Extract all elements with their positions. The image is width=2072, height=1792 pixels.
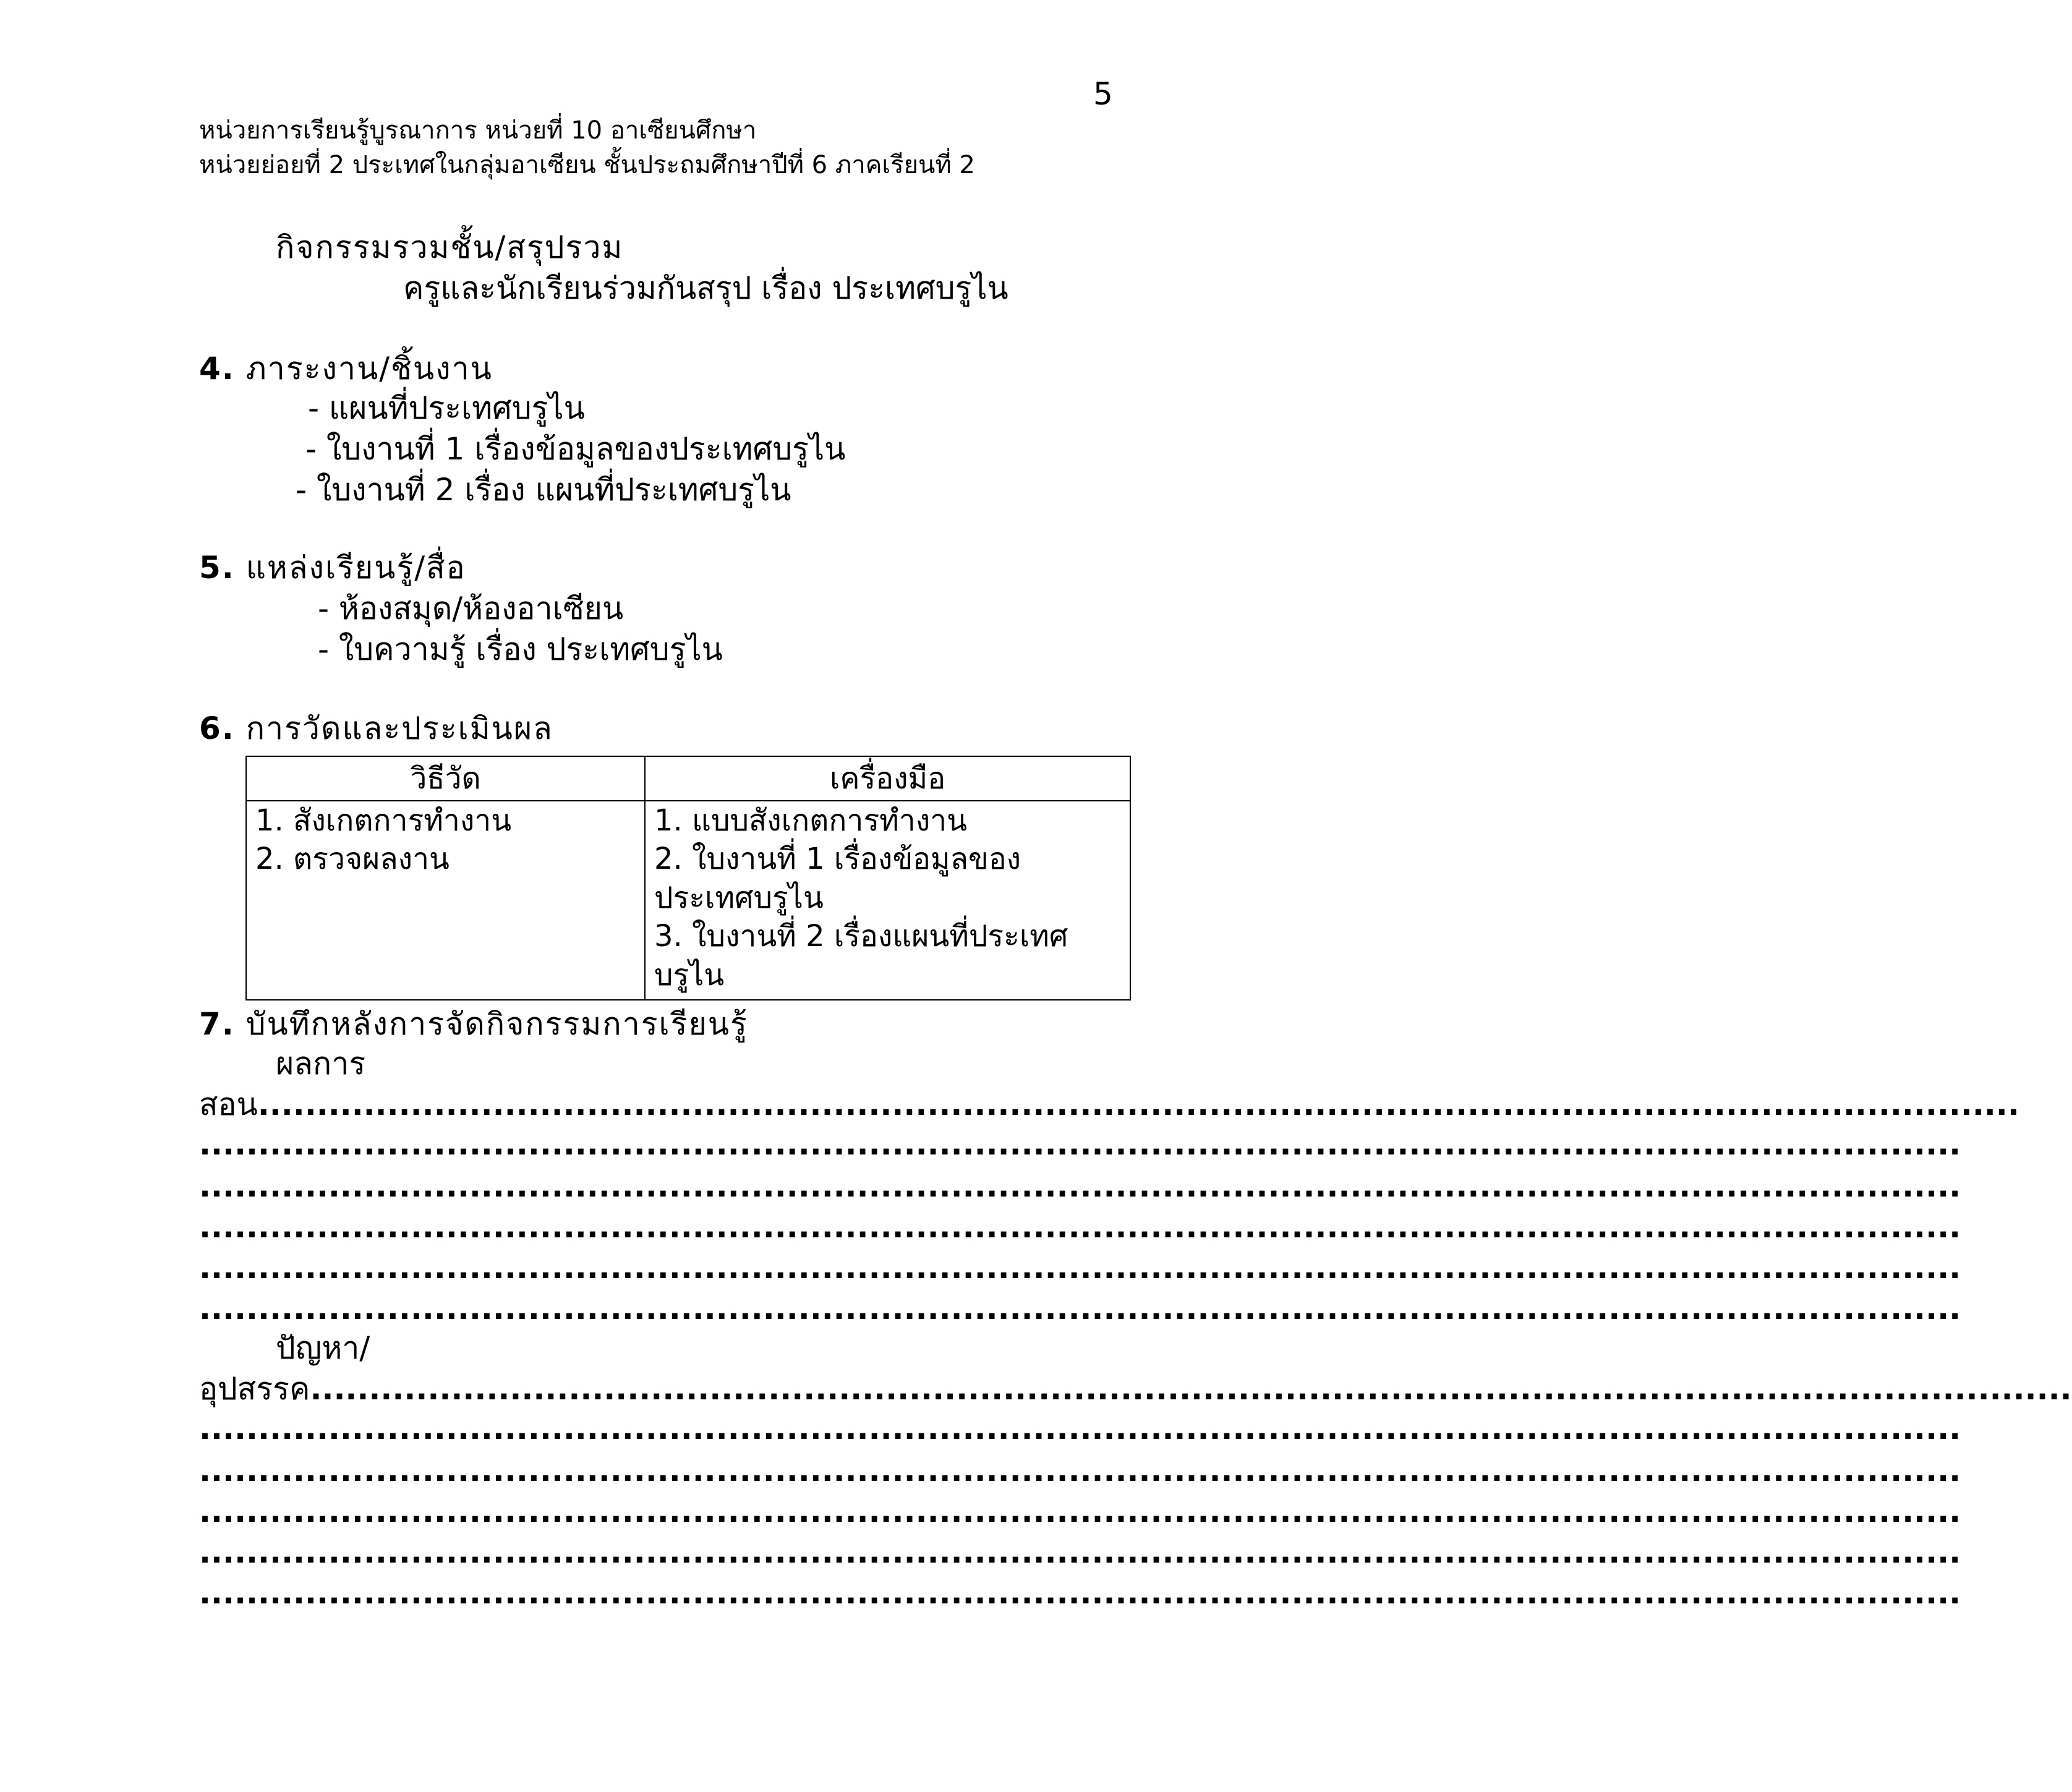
dotted-line: ...................................................................................................................................................... bbox=[257, 1086, 2019, 1122]
section5-number: 5. bbox=[199, 550, 235, 586]
table-cell-tools bbox=[645, 801, 1130, 1000]
header-subunit-line: หน่วยย่อยที่ 2 ประเทศในกลุ่มอาเซียน ชั้นประถมศึกษาปีที่ 6 ภาคเรียนที่ 2 bbox=[199, 151, 975, 179]
dotted-line: ...................................................................................................................................................... bbox=[199, 1291, 1961, 1326]
tool-item: 1. แบบสังเกตการทำงาน bbox=[654, 803, 967, 838]
section6-heading bbox=[199, 711, 553, 747]
dotted-line: ...................................................................................................................................................... bbox=[199, 1575, 1961, 1611]
dotted-line: ...................................................................................................................................................... bbox=[199, 1493, 1961, 1529]
result-first-line bbox=[199, 1086, 2019, 1123]
section5-heading bbox=[199, 550, 466, 586]
section4-number: 4. bbox=[199, 351, 235, 386]
section5-title: แหล่งเรียนรู้/สื่อ bbox=[245, 550, 466, 586]
dotted-line: ...................................................................................................................................................... bbox=[199, 1168, 1961, 1204]
dotted-line: ...................................................................................................................................................... bbox=[310, 1371, 2072, 1407]
header-unit-line: หน่วยการเรียนรู้บูรณาการ หน่วยที่ 10 อาเซียนศึกษา bbox=[199, 116, 757, 145]
section4-item: - ใบงานที่ 1 เรื่องข้อมูลของประเทศบรูไน bbox=[305, 431, 846, 467]
section7-heading bbox=[199, 1007, 748, 1043]
tool-item: บรูไน bbox=[654, 957, 725, 992]
dotted-line: ...................................................................................................................................................... bbox=[199, 1209, 1961, 1245]
result-label: ผลการ bbox=[276, 1046, 366, 1082]
table-cell-methods bbox=[246, 801, 645, 1000]
dotted-line: ...................................................................................................................................................... bbox=[199, 1453, 1961, 1488]
summary-heading: กิจกรรมรวมชั้น/สรุปรวม bbox=[276, 229, 624, 265]
table-header-tool: เครื่องมือ bbox=[645, 756, 1130, 801]
table-header-method: วิธีวัด bbox=[246, 756, 645, 801]
section5-item: - ใบความรู้ เรื่อง ประเทศบรูไน bbox=[318, 631, 723, 667]
result-label-cont: สอน bbox=[199, 1086, 258, 1122]
method-item: 2. ตรวจผลงาน bbox=[255, 842, 450, 877]
tool-item: ประเทศบรูไน bbox=[654, 880, 824, 915]
section4-item: - ใบงานที่ 2 เรื่อง แผนที่ประเทศบรูไน bbox=[296, 472, 791, 508]
dotted-line: ...................................................................................................................................................... bbox=[199, 1250, 1961, 1286]
section7-number: 7. bbox=[199, 1006, 235, 1042]
table-row bbox=[246, 801, 1130, 1000]
section4-heading bbox=[199, 351, 493, 387]
section7-title: บันทึกหลังการจัดกิจกรรมการเรียนรู้ bbox=[245, 1006, 748, 1042]
problem-label: ปัญหา/ bbox=[276, 1330, 370, 1366]
dotted-line: ...................................................................................................................................................... bbox=[199, 1126, 1961, 1162]
dotted-line: ...................................................................................................................................................... bbox=[199, 1410, 1961, 1446]
evaluation-table bbox=[245, 756, 1131, 1001]
method-item: 1. สังเกตการทำงาน bbox=[255, 803, 512, 838]
section4-title: ภาระงาน/ชิ้นงาน bbox=[245, 351, 493, 386]
summary-text: ครูและนักเรียนร่วมกันสรุป เรื่อง ประเทศบรูไน bbox=[403, 270, 1008, 306]
section4-item: - แผนที่ประเทศบรูไน bbox=[308, 390, 585, 426]
dotted-line: ...................................................................................................................................................... bbox=[199, 1534, 1961, 1570]
problem-first-line bbox=[199, 1371, 2072, 1407]
section6-title: การวัดและประเมินผล bbox=[245, 710, 553, 746]
section6-number: 6. bbox=[199, 710, 235, 746]
section5-item: - ห้องสมุด/ห้องอาเซียน bbox=[318, 591, 624, 626]
table-header-row bbox=[246, 756, 1130, 801]
page-number: 5 bbox=[1093, 76, 1113, 112]
tool-item: 2. ใบงานที่ 1 เรื่องข้อมูลของ bbox=[654, 842, 1021, 877]
tool-item: 3. ใบงานที่ 2 เรื่องแผนที่ประเทศ bbox=[654, 919, 1068, 954]
problem-label-cont: อุปสรรค bbox=[199, 1371, 310, 1407]
